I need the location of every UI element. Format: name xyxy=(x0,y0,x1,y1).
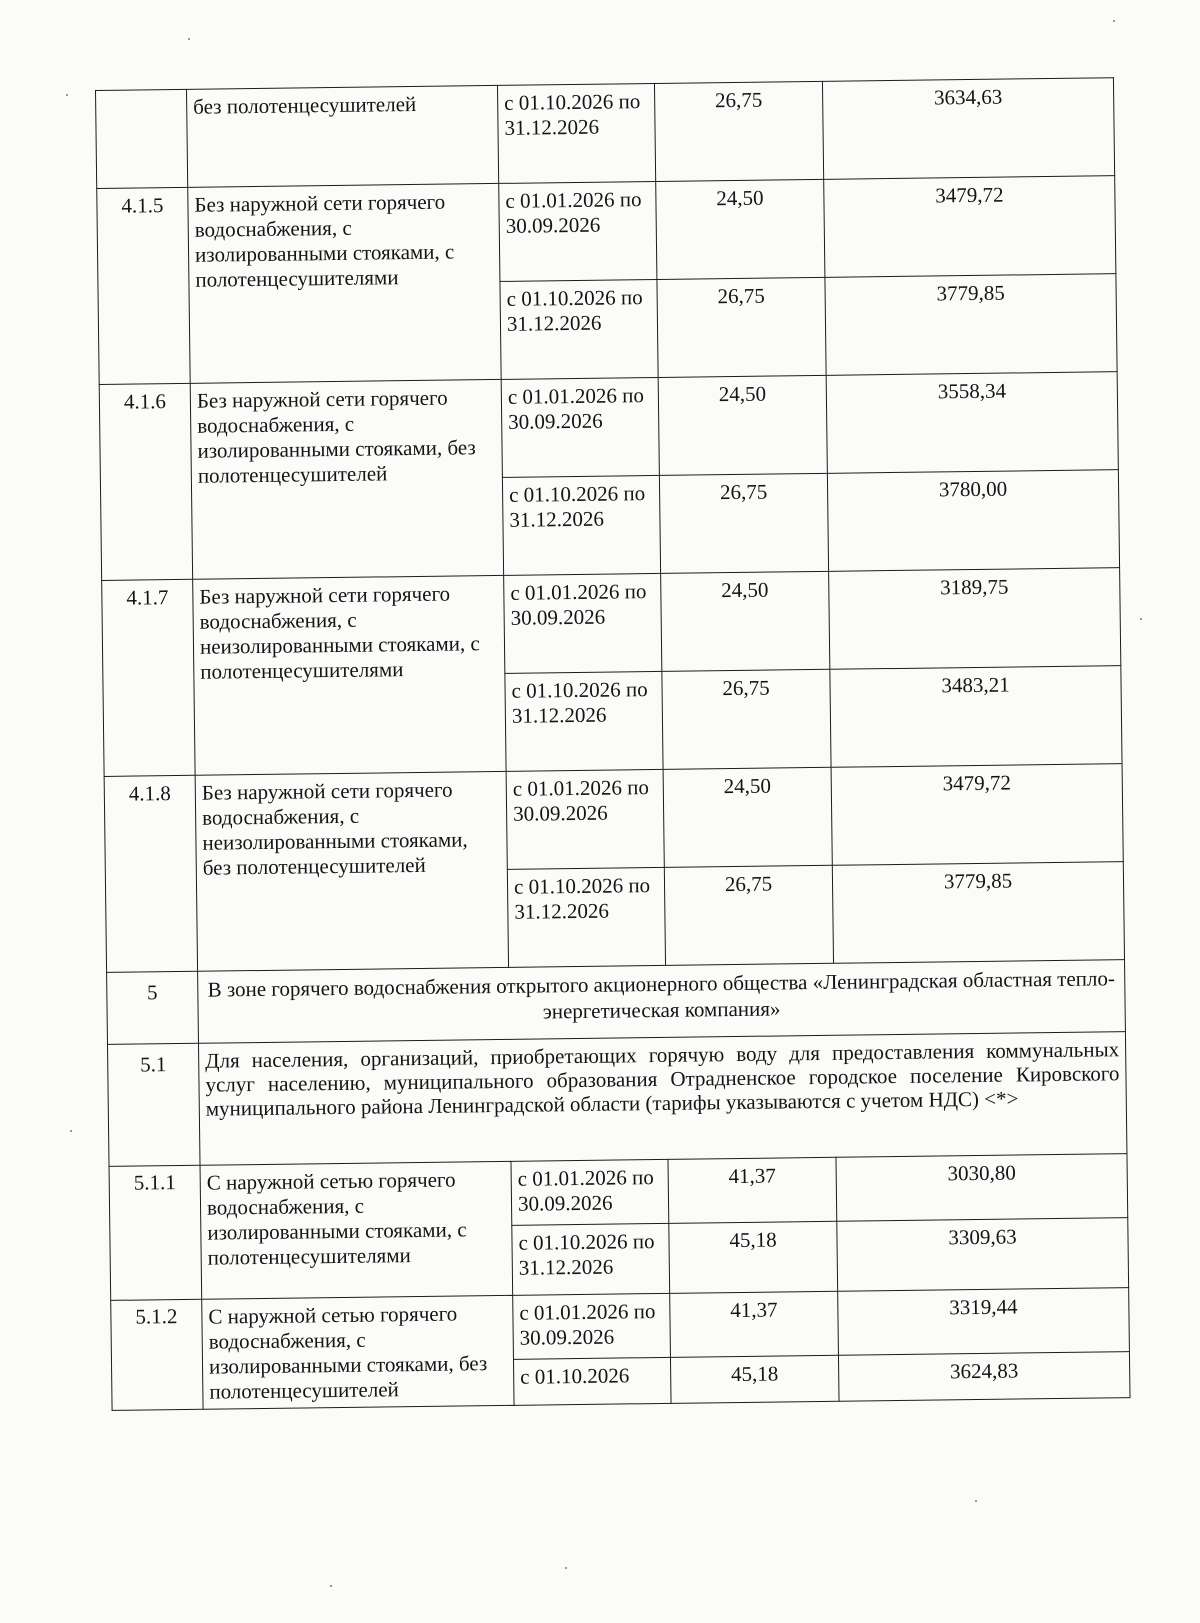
rate-cell: 24,50 xyxy=(663,767,832,867)
section-number: 5 xyxy=(107,971,199,1044)
subsection-row xyxy=(107,1032,1126,1167)
subsection-number: 5.1 xyxy=(107,1043,200,1166)
price-cell: 3030,80 xyxy=(836,1154,1128,1222)
row-number: 4.1.5 xyxy=(97,187,190,384)
period-cell: с 01.01.2026 по 30.09.2026 xyxy=(506,769,664,869)
price-cell: 3479,72 xyxy=(824,176,1116,278)
table-row xyxy=(102,568,1121,679)
period-cell: с 01.10.2026 xyxy=(513,1358,671,1406)
rate-cell: 24,50 xyxy=(656,179,825,279)
period-cell: с 01.01.2026 по 30.09.2026 xyxy=(513,1293,671,1359)
price-cell: 3319,44 xyxy=(838,1288,1130,1356)
period-cell: с 01.01.2026 по 30.09.2026 xyxy=(499,181,657,281)
rate-cell: 41,37 xyxy=(668,1157,837,1223)
price-cell: 3479,72 xyxy=(831,764,1123,866)
table-row xyxy=(99,372,1118,483)
rate-cell: 45,18 xyxy=(669,1221,838,1293)
price-cell: 3779,85 xyxy=(825,274,1117,376)
period-cell: с 01.10.2026 по 31.12.2026 xyxy=(512,1223,670,1295)
rate-cell: 24,50 xyxy=(658,375,827,475)
document-page xyxy=(95,77,1130,1411)
rate-cell: 26,75 xyxy=(657,277,826,377)
price-cell: 3309,63 xyxy=(837,1218,1129,1292)
period-cell: с 01.10.2026 по 31.12.2026 xyxy=(507,867,665,967)
period-cell: с 01.10.2026 по 31.12.2026 xyxy=(502,475,660,575)
row-description: Без наружной сети горячего водоснабжения, с изолированными стояками, с полотенцесушителями xyxy=(188,183,501,383)
rate-cell: 26,75 xyxy=(664,865,833,965)
table-row xyxy=(96,78,1115,189)
price-cell: 3624,83 xyxy=(838,1352,1130,1401)
period-cell: с 01.10.2026 по 31.12.2026 xyxy=(497,83,655,183)
scan-speck xyxy=(66,94,68,96)
row-number xyxy=(96,89,188,188)
row-description: С наружной сетью горячего водоснабжения, с изолированными стояками, с полотенцесушителями xyxy=(200,1161,513,1299)
period-cell: с 01.01.2026 по 30.09.2026 xyxy=(504,573,662,673)
price-cell: 3779,85 xyxy=(832,862,1124,964)
row-number: 4.1.7 xyxy=(102,579,195,776)
row-description: С наружной сетью горячего водоснабжения, с изолированными стояками, без полотенцесушителей xyxy=(202,1295,514,1409)
price-cell: 3189,75 xyxy=(829,568,1121,670)
row-description: без полотенцесушителей xyxy=(186,85,498,187)
scan-speck xyxy=(188,38,190,40)
row-number: 4.1.6 xyxy=(99,383,192,580)
scan-speck xyxy=(70,1130,72,1132)
rate-cell: 24,50 xyxy=(661,571,830,671)
price-cell: 3558,34 xyxy=(826,372,1118,474)
period-cell: с 01.10.2026 по 31.12.2026 xyxy=(505,671,663,771)
rate-cell: 41,37 xyxy=(670,1291,839,1357)
rate-cell: 26,75 xyxy=(659,473,828,573)
subsection-title: Для населения, организаций, приобретающих горячую воду для предоставления коммунальных услуг населению, муниципального образования Отрадненское городское поселение Кировского муниципального района Ленинградской области (тарифы указываются с учетом НДС) <*> xyxy=(198,1032,1126,1166)
price-cell: 3483,21 xyxy=(830,666,1122,768)
tariff-table xyxy=(95,77,1131,1411)
rate-cell: 26,75 xyxy=(654,81,823,181)
section-title: В зоне горячего водоснабжения открытого акционерного общества «Ленинградская областная тепло-энергетическая компания» xyxy=(198,960,1126,1044)
rate-cell: 26,75 xyxy=(662,669,831,769)
table-row xyxy=(97,176,1116,287)
row-description: Без наружной сети горячего водоснабжения, с неизолированными стояками, без полотенцесушителей xyxy=(195,771,508,971)
row-number: 4.1.8 xyxy=(104,775,197,972)
row-number: 5.1.1 xyxy=(109,1165,202,1300)
rate-cell: 45,18 xyxy=(670,1356,839,1404)
scan-speck xyxy=(1140,618,1142,620)
row-description: Без наружной сети горячего водоснабжения, с изолированными стояками, без полотенцесушителей xyxy=(190,379,503,579)
period-cell: с 01.10.2026 по 31.12.2026 xyxy=(500,279,658,379)
scan-speck xyxy=(1113,20,1115,22)
row-description: Без наружной сети горячего водоснабжения, с неизолированными стояками, с полотенцесушителями xyxy=(193,575,506,775)
table-row xyxy=(104,764,1123,875)
scan-speck xyxy=(565,1567,567,1569)
period-cell: с 01.01.2026 по 30.09.2026 xyxy=(501,377,659,477)
section-row xyxy=(107,960,1126,1045)
scan-speck xyxy=(975,1500,977,1502)
period-cell: с 01.01.2026 по 30.09.2026 xyxy=(511,1159,669,1225)
scan-speck xyxy=(330,1585,332,1587)
row-number: 5.1.2 xyxy=(111,1299,203,1410)
price-cell: 3634,63 xyxy=(822,78,1114,180)
price-cell: 3780,00 xyxy=(827,470,1119,572)
